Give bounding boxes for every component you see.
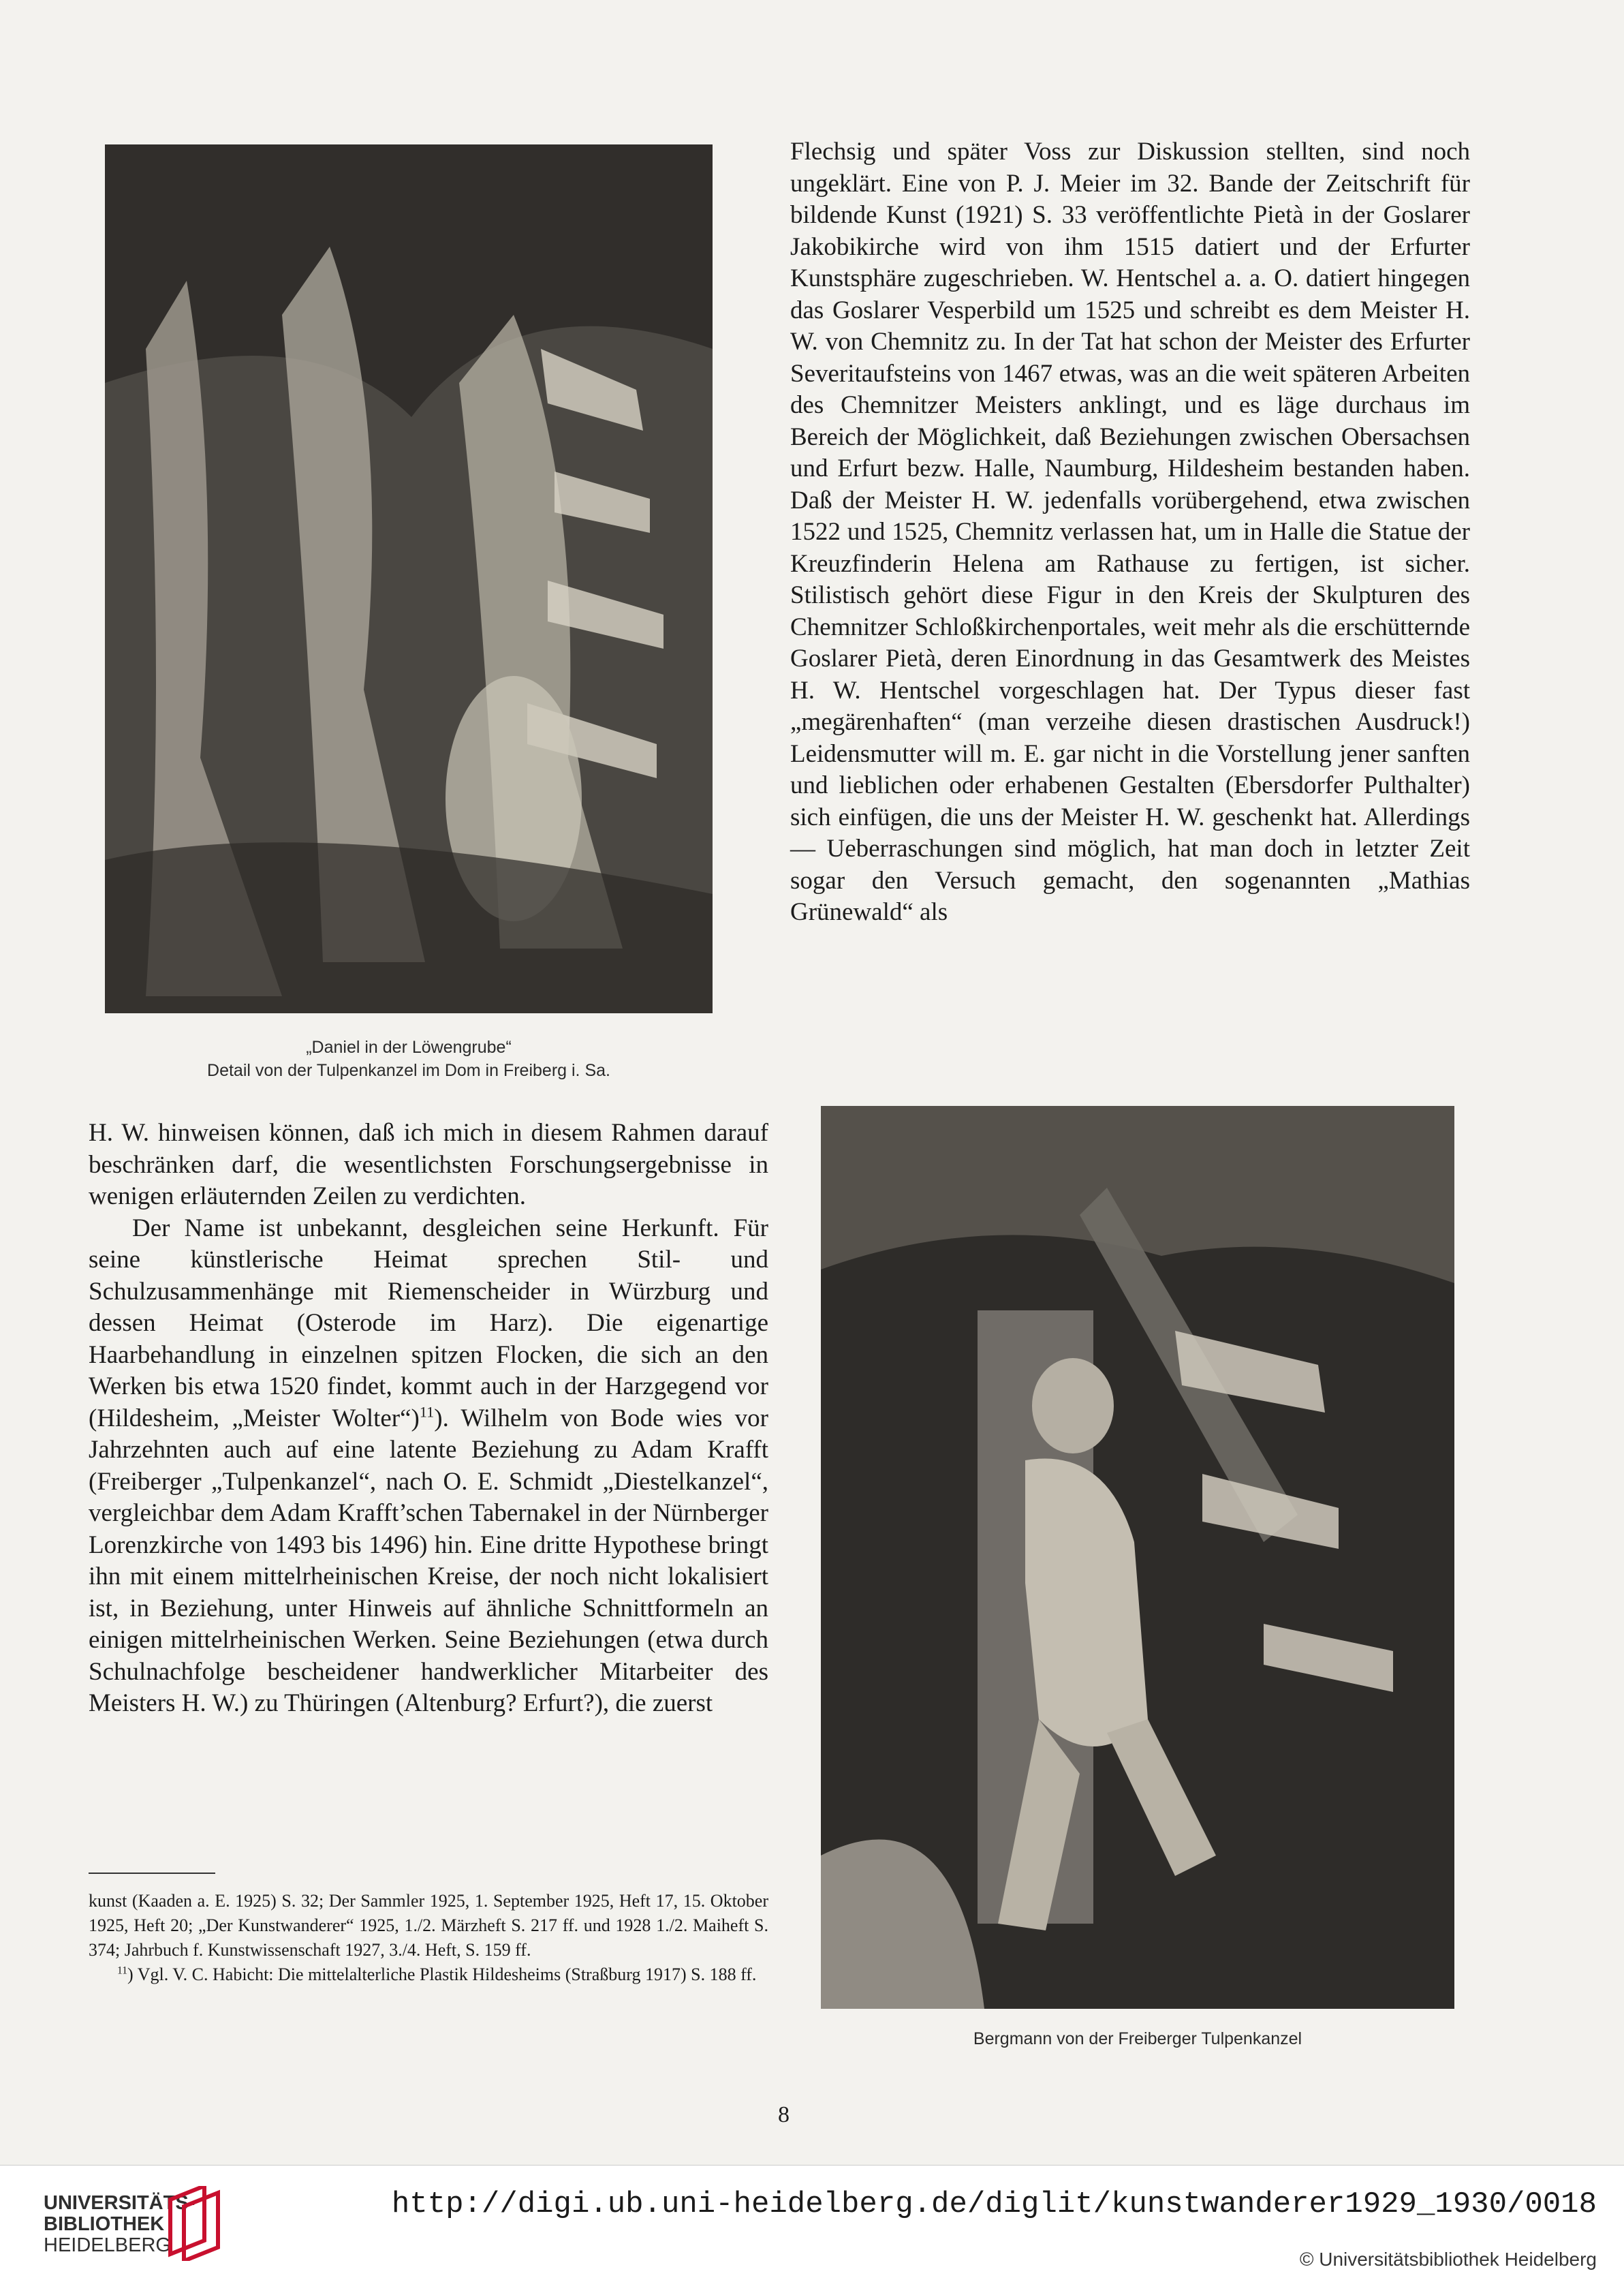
- figure2-caption-text: Bergmann von der Freiberger Tulpenkanzel: [973, 2029, 1302, 2048]
- copyright-notice: © Universitätsbibliothek Heidelberg: [1299, 2249, 1597, 2270]
- photo-miner-placeholder: [821, 1106, 1454, 2009]
- figure2-caption: [821, 2027, 1454, 2050]
- footnote-separator: [89, 1873, 215, 1874]
- photo-daniel-in-lions-den: [105, 144, 713, 1013]
- logo-line-2: BIBLIOTHEK: [44, 2213, 165, 2235]
- footnote-11: [89, 1962, 768, 1987]
- figure1-caption-detail: Detail von der Tulpenkanzel im Dom in Freiberg i. Sa.: [207, 1061, 610, 1080]
- footnote-continuation: kunst (Kaaden a. E. 1925) S. 32; Der Sammler 1925, 1. September 1925, Heft 17, 15. Oktober 1925, Heft 20; „Der Kunstwanderer“ 1925, 1./2. Märzheft S. 217 ff. und 1928 1./2. Maiheft S. 374; Jahrbuch f. Kunstwissenschaft 1927, 3./4. Heft, S. 159 ff.: [89, 1891, 768, 1960]
- right-column-text: [790, 136, 1470, 929]
- figure1-caption-title: „Daniel in der Löwengrube“: [306, 1038, 512, 1057]
- figure1-caption: [105, 1036, 713, 1082]
- right-column-paragraph: Flechsig und später Voss zur Diskussion stellten, sind noch ungeklärt. Eine von P. J. Meier im 32. Bande der Zeitschrift für bildende Kunst (1921) S. 33 veröffentlichte Pietà in der Goslarer Jakobikirche wird von ihm 1515 datiert und der Erfurter Kunstsphäre zugeschrieben. W. Hentschel a. a. O. datiert hingegen das Goslarer Vesperbild um 1525 und schreibt es dem Meister H. W. von Chemnitz zu. In der Tat hat schon der Meister des Erfurter Severitaufsteins von 1467 etwas, was an die weit späteren Arbeiten des Chemnitzer Meisters anklingt, und es läge durchaus im Bereich der Möglichkeit, daß Beziehungen zwischen Obersachsen und Erfurt bezw. Halle, Naumburg, Hildesheim bestanden haben. Daß der Meister H. W. jedenfalls vorübergehend, etwa zwischen 1522 und 1525, Chemnitz verlassen hat, um in Halle die Statue der Kreuzfinderin Helena am Rathause zu fertigen, ist sicher. Stilistisch gehört diese Figur in den Kreis der Skulpturen des Chemnitzer Schloßkirchenportales, weit mehr als die erschütternde Goslarer Pietà, deren Einordnung in das Gesamtwerk des Meistes H. W. Hentschel vorgeschlagen hat. Der Typus dieser fast „megärenhaften“ (man verzeihe diesen drastischen Ausdruck!) Leidensmutter will m. E. gar nicht in die Vorstellung jener sanften und lieblichen oder erhabenen Gestalten (Ebersdorfer Pulthalter) sich einfügen, die uns der Meister H. W. geschenkt hat. Allerdings — Ueberraschungen sind möglich, hat man doch in letzter Zeit sogar den Versuch gemacht, den sogenannten „Mathias Grünewald“ als: [790, 138, 1470, 926]
- left-paragraph-2-text: Der Name ist unbekannt, desgleichen seine Herkunft. Für seine künstlerische Heimat sprechen Stil- und Schulzusammenhänge mit Riemenscheider in Würzburg und dessen Heimat (Osterode im Harz). Die eigenartige Haarbehandlung in einzelnen spitzen Flocken, die sich an den Werken bis etwa 1520 findet, kommt auch in der Harzgegend vor (Hildesheim, „Meister Wolter“): [89, 1214, 768, 1432]
- source-url-link[interactable]: http://digi.ub.uni-heidelberg.de/diglit/kunstwanderer1929_1930/0018: [391, 2187, 1597, 2221]
- page-number: 8: [778, 2102, 790, 2127]
- footnote-11-text: ) Vgl. V. C. Habicht: Die mittelalterliche Plastik Hildesheims (Straßburg 1917) S. 188 ff.: [127, 1965, 757, 1984]
- logo-line-1: UNIVERSITÄTS-: [44, 2192, 196, 2214]
- left-paragraph-2: [89, 1213, 768, 1720]
- photo-daniel-placeholder: [105, 144, 713, 1013]
- left-paragraph-1: H. W. hinweisen können, daß ich mich in diesem Rahmen darauf beschränken darf, die wesentlichsten Forschungsergebnisse in wenigen erläuternden Zeilen zu verdichten.: [89, 1119, 768, 1210]
- footer-bar: [0, 2165, 1624, 2295]
- footnote-ref-11[interactable]: 11: [419, 1403, 435, 1421]
- left-column-text: [89, 1118, 768, 1720]
- library-logo-icon[interactable]: [163, 2186, 232, 2261]
- logo-line-3: HEIDELBERG: [44, 2234, 171, 2256]
- footnotes: [89, 1889, 768, 1987]
- left-paragraph-2-continuation: ). Wilhelm von Bode wies vor Jahrzehnten auch auf eine latente Beziehung zu Adam Krafft (Freiberger „Tulpenkanzel“, nach O. E. Schmidt „Diestelkanzel“, vergleichbar dem Adam Krafft’schen Tabernakel in der Nürnberger Lorenzkirche von 1493 bis 1496) hin. Eine dritte Hypothese bringt ihn mit einem mittelrheinischen Kreise, der noch nicht lokalisiert ist, in Beziehung, unter Hinweis auf ähnliche Schnittformeln an einigen mittelrheinischen Werken. Seine Beziehungen (etwa durch Schulnachfolge bescheidener handwerklicher Mitarbeiter des Meisters H. W.) zu Thüringen (Altenburg? Erfurt?), die zuerst: [89, 1404, 768, 1717]
- footnote-11-mark: 11: [117, 1965, 128, 1977]
- photo-miner-figure: [821, 1106, 1454, 2009]
